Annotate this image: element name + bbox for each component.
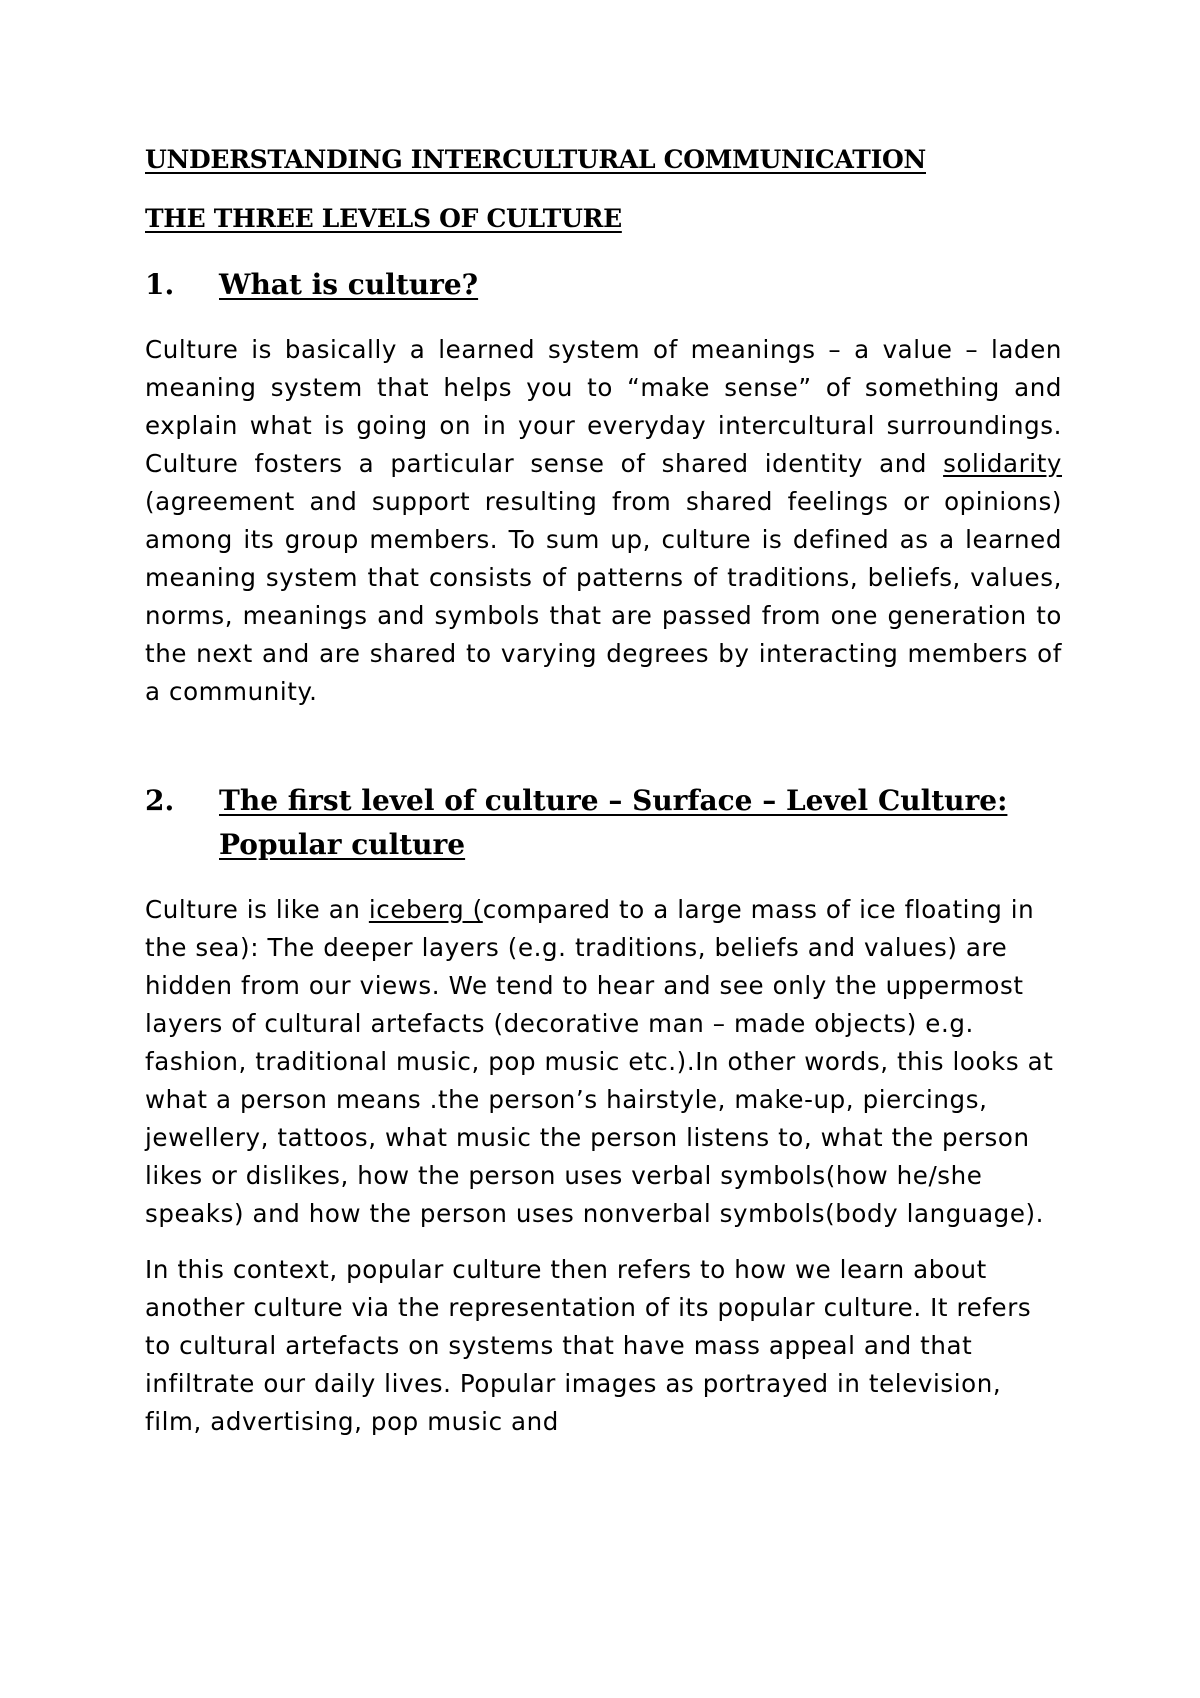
document-title: UNDERSTANDING INTERCULTURAL COMMUNICATION	[145, 145, 926, 174]
iceberg-term: iceberg (	[368, 895, 483, 924]
document-subtitle: THE THREE LEVELS OF CULTURE	[145, 204, 622, 233]
section-1-number: 1.	[145, 268, 175, 301]
section-2-paragraph-2: In this context, popular culture then refers to how we learn about another culture via the representation of its popular culture. It refers to cultural artefacts on systems that have mass appeal and that infiltrate our daily lives. Popular images as portrayed in television, film, advertising, pop music and	[145, 1255, 1032, 1436]
solidarity-term: solidarity	[943, 449, 1062, 478]
section-1-paragraph: Culture is basically a learned system of meanings – a value – laden meaning system that helps you to “make sense” of something and explain what is going on in your everyday intercultural surroundings. Culture fosters a particular sense of shared identity and solidarity (agreement and support resulting from shared feelings or opinions) among its group members. To sum up, culture is defined as a learned meaning system that consists of patterns of traditions, beliefs, values, norms, meanings and symbols that are passed from one generation to the next and are shared to varying degrees by interacting members of a community.	[145, 335, 1062, 706]
section-2-title: The first level of culture – Surface – Level Culture: Popular culture	[219, 784, 1008, 861]
section-2-paragraph-1: Culture is like an iceberg (compared to a large mass of ice floating in the sea): The deeper layers (e.g. traditions, beliefs and values) are hidden from our views. We tend to hear and see only the uppermost layers of cultural artefacts (decorative man – made objects) e.g. fashion, traditional music, pop music etc.).In other words, this looks at what a person means .the person’s hairstyle, make-up, piercings, jewellery, tattoos, what music the person listens to, what the person likes or dislikes, how the person uses verbal symbols(how he/she speaks) and how the person uses nonverbal symbols(body language).	[145, 895, 1054, 1228]
section-2-number: 2.	[145, 784, 175, 817]
section-2-heading	[145, 779, 1062, 867]
section-1-heading	[145, 263, 1062, 307]
section-1-title: What is culture?	[219, 268, 479, 301]
